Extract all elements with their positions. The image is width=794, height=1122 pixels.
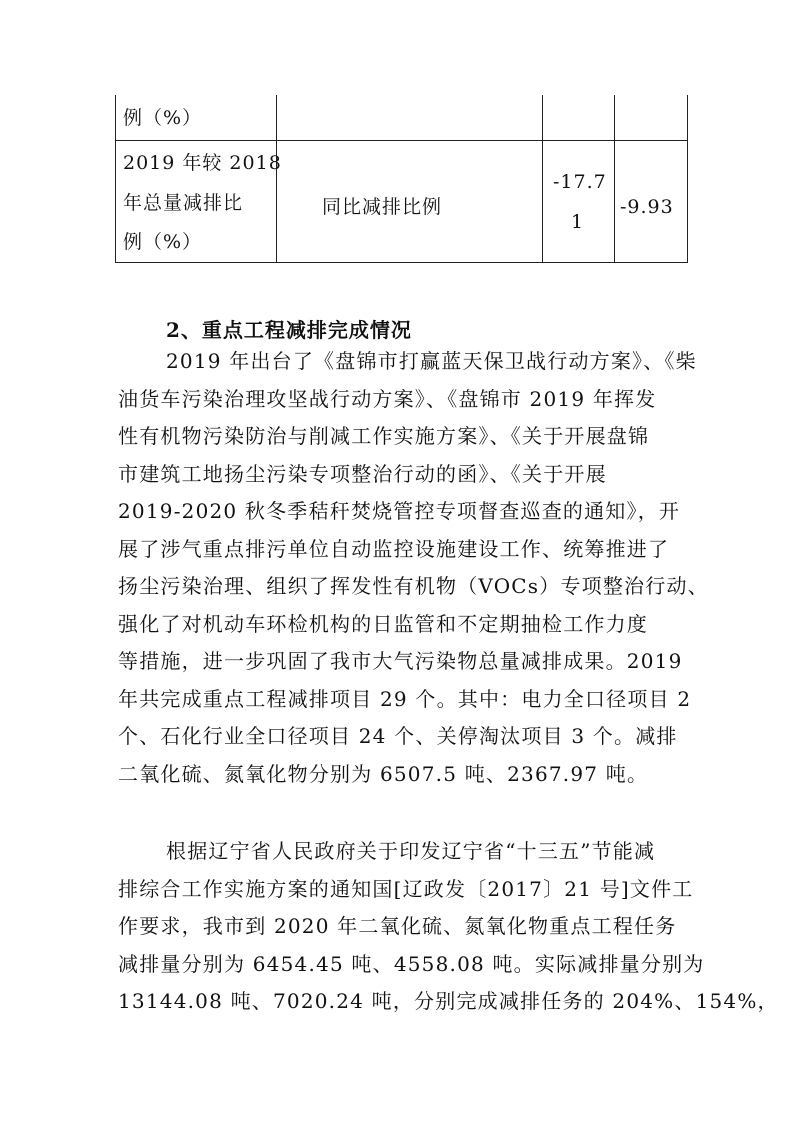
table-column-divider xyxy=(614,95,615,262)
table-cell-2019-value-b: -9.93 xyxy=(620,196,674,218)
table-column-divider xyxy=(542,95,543,262)
section-heading: 2、重点工程减排完成情况 xyxy=(166,318,412,342)
emissions-table: 例（%） 2019 年较 2018 年总量减排比 例（%） 同比减排比例 -17.7 1 -9.93 xyxy=(115,95,688,263)
table-cell-prev-label: 例（%） xyxy=(123,107,203,129)
table-cell-2019-metric: 同比减排比例 xyxy=(322,196,443,218)
paragraph-2: 根据辽宁省人民政府关于印发辽宁省“十三五”节能减 排综合工作实施方案的通知国[辽政发〔2017〕21 号]文件工 作要求，我市到 2020 年二氧化硫、氮氧化物重点工程任务 减排量分别为 6454.45 吨、4558.08 吨。实际减排量分别为 13144.08 吨、7020.24 吨，分别完成减排任务的 204%、154%， xyxy=(118,839,779,1013)
paragraph-1: 2019 年出台了《盘锦市打赢蓝天保卫战行动方案》、《柴 油货车污染治理攻坚战行动方案》、《盘锦市 2019 年挥发 性有机物污染防治与削减工作实施方案》、《关于开展盘锦 市建筑工地扬尘污染专项整治行动的函》、《关于开展 2019-2020 秋冬季秸秆焚烧管控专项督查巡查的通知》，开 展了涉气重点排污单位自动监控设施建设工作、统筹推进了 扬尘污染治理、组织了挥发性有机物（VOCs）专项整治行动、 强化了对机动车环检机构的日监管和不定期抽检工作力度 等措施，进一步巩固了我市大气污染物总量减排成果。2019 年共完成重点工程减排项目 29 个。其中：电力全口径项目 2 个、石化行业全口径项目 24 个、关停淘汰项目 3 个。减排 二氧化硫、氮氧化物分别为 6507.5 吨、2367.97 吨。 xyxy=(118,349,709,786)
table-row-divider xyxy=(116,140,687,141)
